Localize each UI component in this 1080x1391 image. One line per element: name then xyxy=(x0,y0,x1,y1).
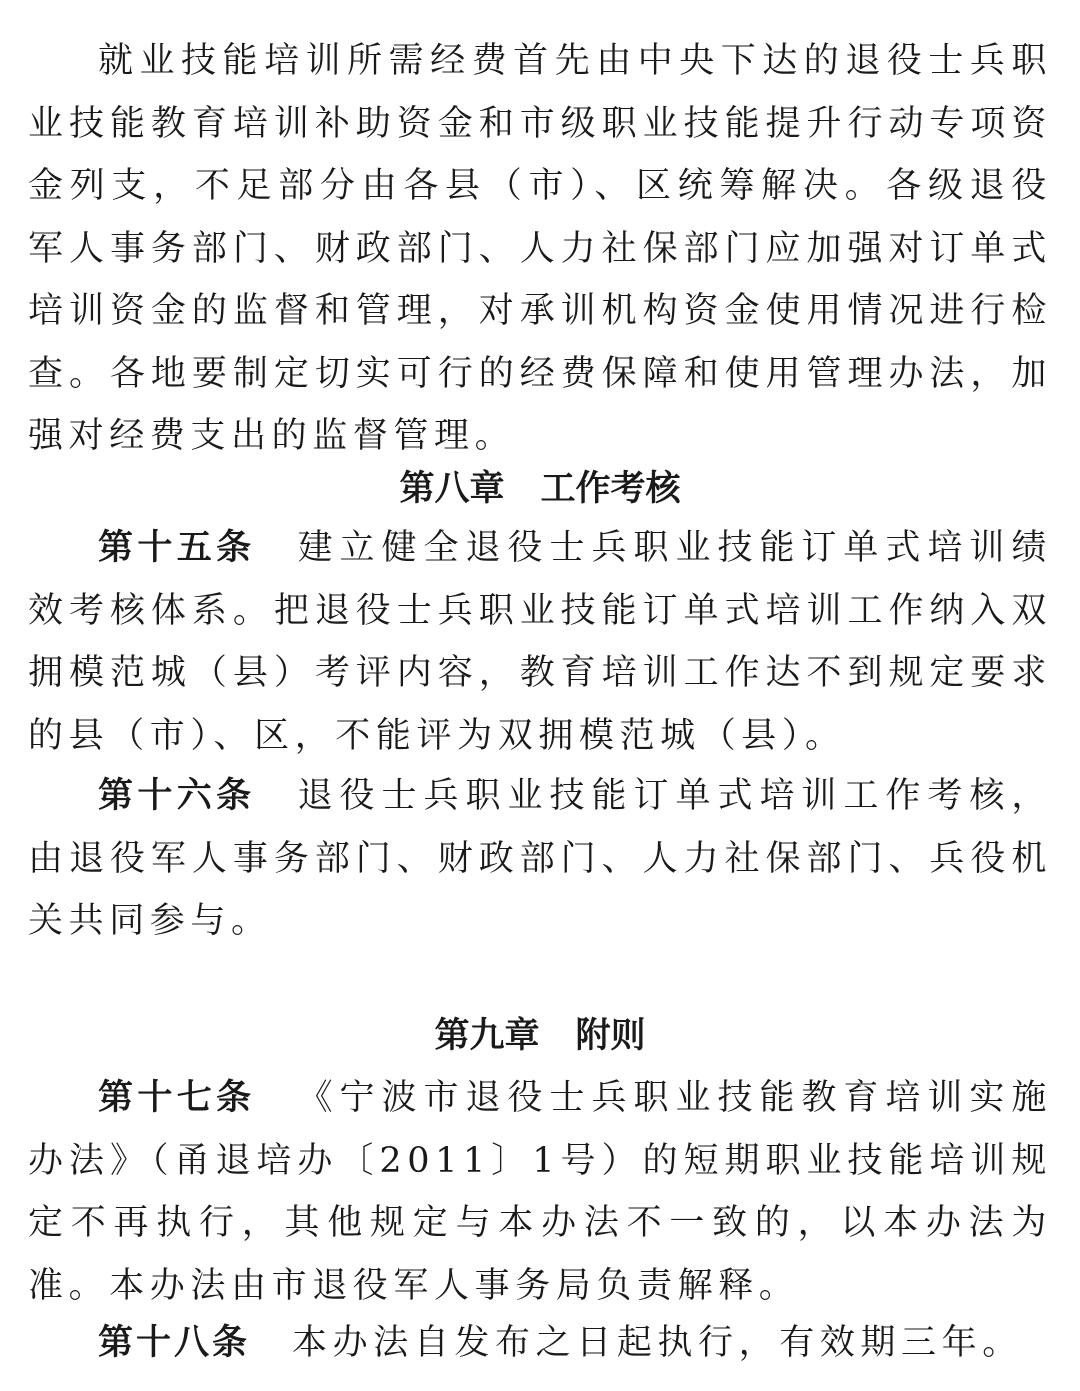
chapter-8-number: 第八章 xyxy=(399,469,505,509)
article-18 xyxy=(28,1312,1052,1375)
article-16 xyxy=(28,765,1052,953)
funding-paragraph xyxy=(28,30,1052,468)
article-15-number: 第十五条 xyxy=(98,528,256,568)
chapter-9-title: 附则 xyxy=(575,1016,646,1056)
chapter-9-heading xyxy=(0,1011,1080,1061)
article-17-text: 《宁波市退役士兵职业技能教育培训实施办法》（甬退培办〔2011〕1号）的短期职业技能培训规定不再执行，其他规定与本办法不一致的，以本办法为准。本办法由市退役军人事务局负责解释。 xyxy=(28,1078,1052,1306)
funding-text: 就业技能培训所需经费首先由中央下达的退役士兵职业技能教育培训补助资金和市级职业技能提升行动专项资金列支，不足部分由各县（市）、区统筹解决。各级退役军人事务部门、财政部门、人力社保部门应加强对订单式培训资金的监督和管理，对承训机构资金使用情况进行检查。各地要制定切实可行的经费保障和使用管理办法，加强对经费支出的监督管理。 xyxy=(28,41,1052,456)
article-17-number: 第十七条 xyxy=(98,1078,256,1118)
chapter-8-heading xyxy=(0,464,1080,514)
article-15-text: 建立健全退役士兵职业技能订单式培训绩效考核体系。把退役士兵职业技能订单式培训工作纳入双拥模范城（县）考评内容，教育培训工作达不到规定要求的县（市）、区，不能评为双拥模范城（县）。 xyxy=(28,528,1052,756)
article-17 xyxy=(28,1067,1052,1317)
chapter-9-number: 第九章 xyxy=(434,1016,540,1056)
article-16-text: 退役士兵职业技能订单式培训工作考核，由退役军人事务部门、财政部门、人力社保部门、兵役机关共同参与。 xyxy=(28,776,1052,941)
article-18-number: 第十八条 xyxy=(98,1323,251,1363)
article-16-number: 第十六条 xyxy=(98,776,256,816)
chapter-8-title: 工作考核 xyxy=(540,469,681,509)
article-18-text: 本办法自发布之日起执行，有效期三年。 xyxy=(292,1323,1023,1363)
article-15 xyxy=(28,517,1052,767)
